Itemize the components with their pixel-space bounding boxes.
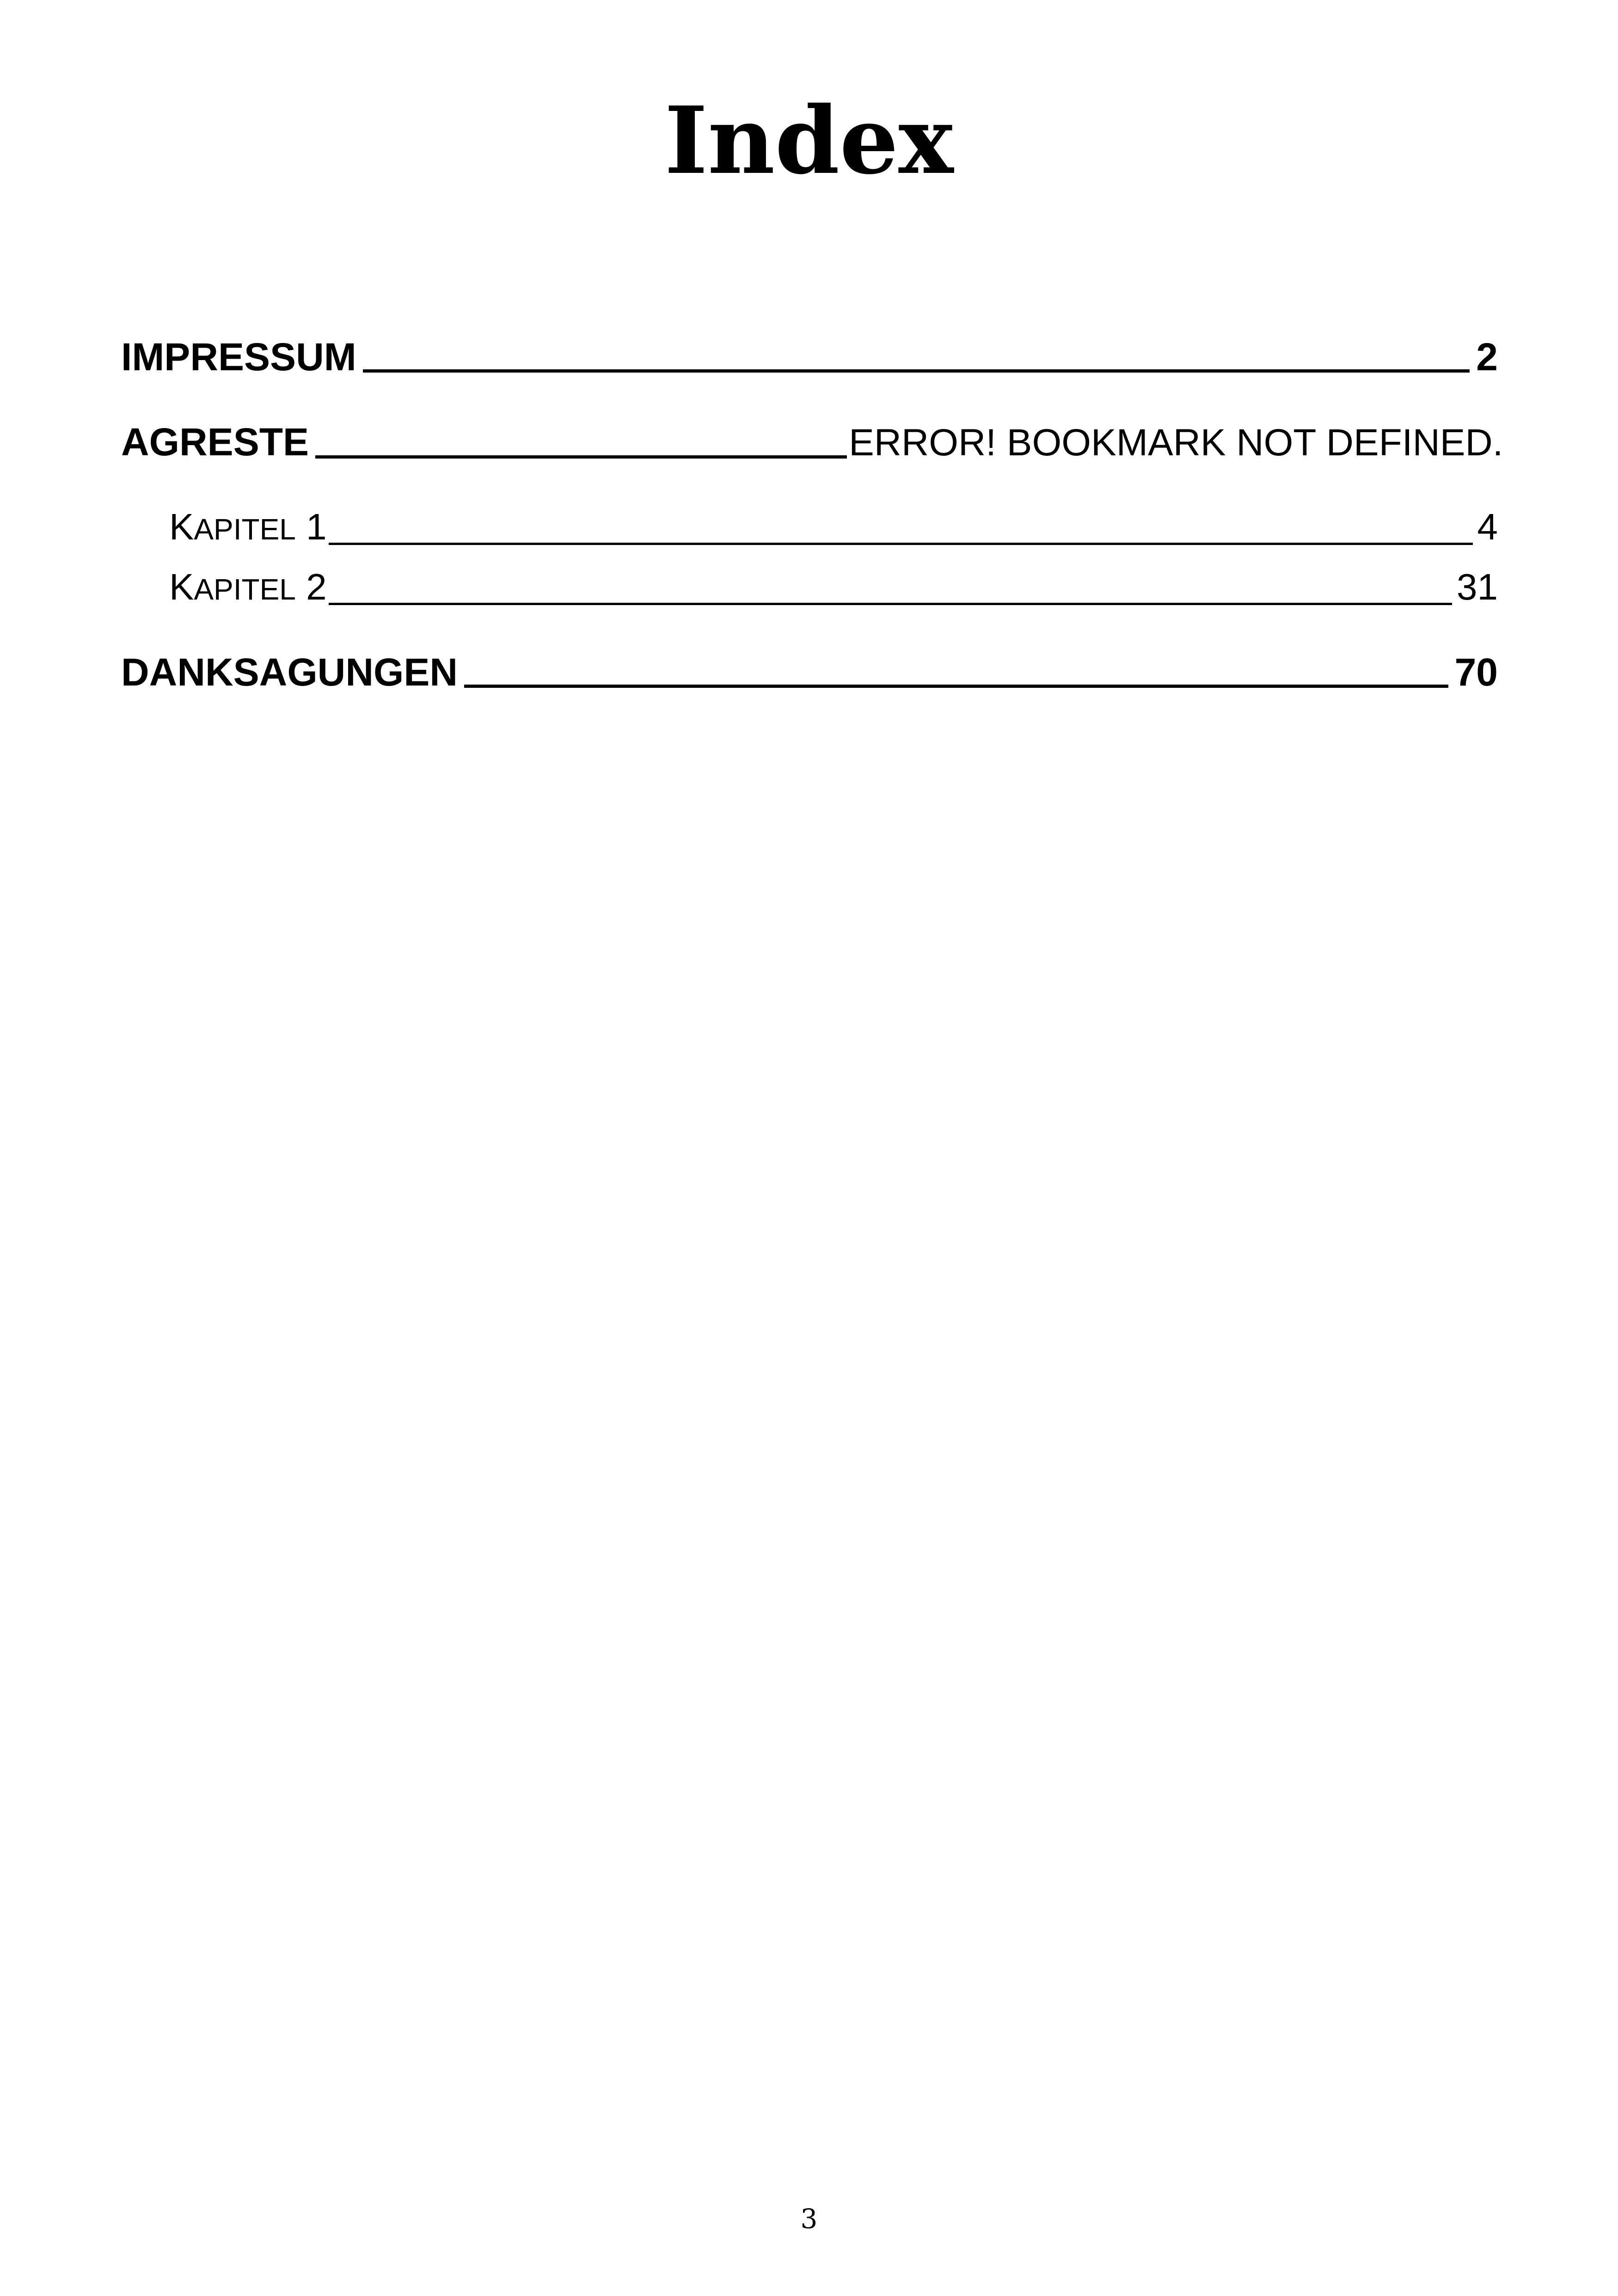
page-number: 3 — [800, 2203, 818, 2235]
toc-entry-page: 70 — [1454, 650, 1498, 694]
toc-entry-page: 2 — [1476, 335, 1498, 379]
toc-entry-page: 31 — [1457, 566, 1498, 607]
toc-entry-label: IMPRESSUM — [121, 335, 356, 379]
toc-entry-label: DANKSAGUNGEN — [121, 650, 458, 694]
dot-leader — [329, 543, 1473, 545]
toc-entry-page: 4 — [1477, 506, 1498, 547]
dot-leader — [315, 455, 847, 459]
page-title: Index — [664, 86, 954, 195]
dot-leader — [464, 685, 1448, 688]
toc-entry-label: AGRESTE — [121, 420, 309, 464]
toc-entry-kapitel-1[interactable] — [169, 505, 1498, 551]
toc-entry-page: ERROR! BOOKMARK NOT DEFINED. — [849, 422, 1503, 464]
toc-entry-kapitel-2[interactable] — [169, 565, 1498, 612]
toc-entry-agreste[interactable] — [121, 419, 1503, 466]
dot-leader — [363, 369, 1470, 373]
toc-entry-danksagungen[interactable] — [121, 649, 1498, 695]
dot-leader — [329, 603, 1452, 605]
toc-entry-label: KAPITEL 1 — [169, 506, 327, 547]
toc-entry-impressum[interactable] — [121, 334, 1498, 380]
toc-entry-label: KAPITEL 2 — [169, 566, 327, 607]
